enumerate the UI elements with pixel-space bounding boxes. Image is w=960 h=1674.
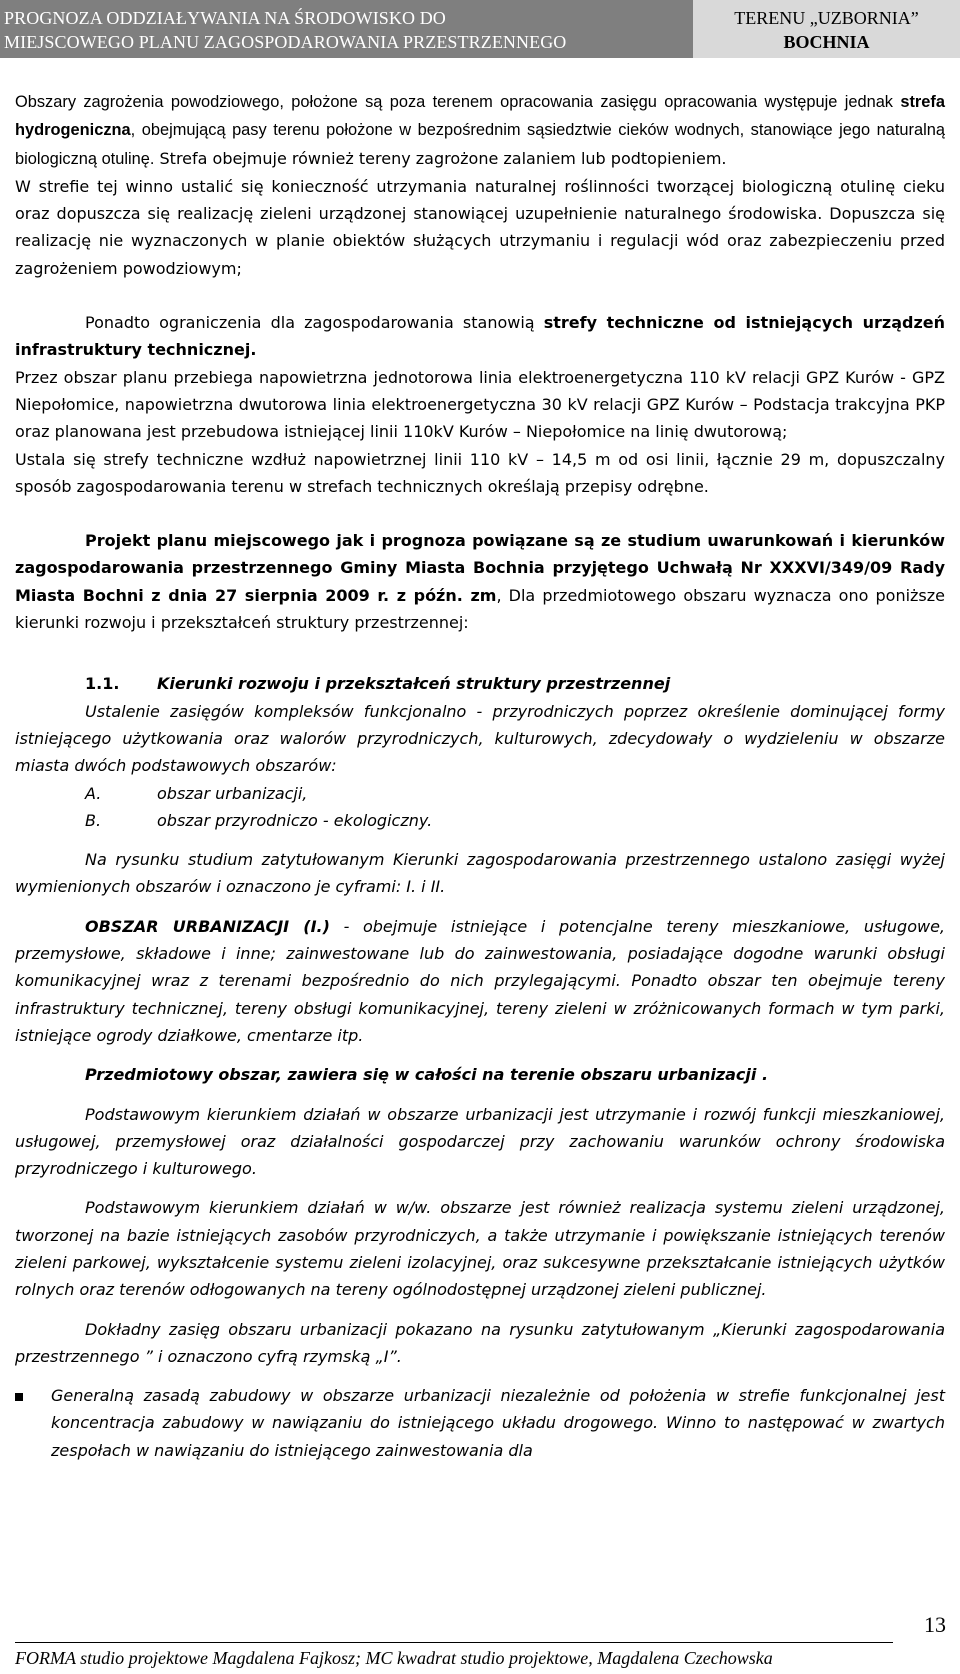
paragraph-text: - obejmuje istniejące i potencjalne tereny mieszkaniowe, usługowe, przemysłowe, składowe i inne; zainwestowane lub do zainwestowania, posiadające dogodne warunki obsługi komunikacyjnej wraz z terenami bezpośrednio do nich przylegającymi. Ponadto obszar ten obejmuje tereny infrastruktury technicznej, tereny obsługi komunikacyjnej, tereny zieleni w zróżnicowanych formach w tym parki, istniejące ogrody działkowe, cmentarze itp. bbox=[15, 916, 945, 1045]
section-title: Kierunki rozwoju i przekształceń struktury przestrzennej bbox=[157, 674, 671, 694]
list-item-text: obszar urbanizacji, bbox=[157, 783, 308, 803]
paragraph-text: Ponadto ograniczenia dla zagospodarowania stanowią bbox=[85, 313, 544, 333]
list-item bbox=[15, 780, 945, 807]
paragraph-subject-area: Przedmiotowy obszar, zawiera się w całości na terenie obszaru urbanizacji . bbox=[85, 1065, 769, 1085]
paragraph-zone-rules: W strefie tej winno ustalić się konieczność utrzymania naturalnej roślinności tworzącej biologiczną otulinę cieku oraz dopuszcza się realizację zieleni urządzonej stanowiącej uzupełnienie naturalnego środowiska. Dopuszcza się realizację nie wyznaczonych w planie obiektów służących utrzymaniu i regulacji wód oraz zabezpieczeniu przed zagrożeniem powodziowym; bbox=[15, 176, 945, 278]
paragraph-study-reference bbox=[15, 527, 945, 636]
footer-authors: FORMA studio projektowe Magdalena Fajkosz; MC kwadrat studio projektowe, Magdalena Czechowska bbox=[15, 1648, 773, 1668]
paragraph-urbanization-extent: Dokładny zasięg obszaru urbanizacji pokazano na rysunku zatytułowanym „Kierunki zagospodarowania przestrzennego ” i oznaczono cyfrą rzymską „I”. bbox=[15, 1319, 945, 1366]
paragraph-flood-zone bbox=[15, 88, 945, 173]
paragraph-text: Obszary zagrożenia powodziowego, położone są poza terenem opracowania zasięgu opracowania występuje jednak bbox=[15, 93, 901, 111]
section-heading bbox=[15, 670, 945, 697]
header-area-line-1: TERENU „UZBORNIA” bbox=[734, 8, 919, 28]
paragraph-power-lines: Przez obszar planu przebiega napowietrzna jednotorowa linia elektroenergetyczna 110 kV relacji GPZ Kurów - GPZ Niepołomice, napowietrzna dwutorowa linia elektroenergetyczna 30 kV relacji GPZ Kurów – Podstacja trakcyjna PKP oraz planowana jest przebudowa istniejącej linii 110kV Kurów – Niepołomice na linię dwutorową; bbox=[15, 367, 945, 442]
paragraph-text: , Dla przedmiotowego obszaru wyznacza ono poniższe kierunki rozwoju i przekształceń struktury przestrzennej: bbox=[15, 585, 946, 633]
bullet-square-icon bbox=[15, 1382, 51, 1464]
header-title-line-1: PROGNOZA ODDZIAŁYWANIA NA ŚRODOWISKO DO bbox=[4, 8, 446, 28]
list-item-letter: A. bbox=[85, 783, 102, 803]
paragraph-greenery-system: Podstawowym kierunkiem działań w w/w. obszarze jest również realizacja systemu zieleni urządzonej, tworzonej na bazie istniejących zasobów przyrodniczych, a także utrzymanie i powiększanie istniejących terenów zieleni parkowej, wykształcenie systemu zieleni izolacyjnej, oraz sukcesywne przekształcanie istniejących użytków rolnych oraz terenów odłogowanych na tereny ogólnodostępnej urządzonej zieleni publicznej. bbox=[15, 1198, 945, 1300]
paragraph-text: Strefa obejmuje również tereny zagrożone zalaniem lub podtopieniem. bbox=[154, 148, 727, 168]
list-item-letter: B. bbox=[85, 810, 102, 830]
list-item-text: obszar przyrodniczo - ekologiczny. bbox=[157, 810, 433, 830]
paragraph-technical-zones bbox=[15, 309, 945, 364]
header-title-line-2: MIEJSCOWEGO PLANU ZAGOSPODAROWANIA PRZESTRZENNEGO bbox=[4, 32, 567, 52]
list-item bbox=[15, 807, 945, 834]
paragraph-main-direction: Podstawowym kierunkiem działań w obszarze urbanizacji jest utrzymanie i rozwój funkcji mieszkaniowej, usługowej, przemysłowej oraz działalności gospodarczej przy zachowaniu warunków ochrony środowiska przyrodniczego i kulturowego. bbox=[15, 1104, 945, 1179]
bullet-text: Generalną zasadą zabudowy w obszarze urbanizacji niezależnie od położenia w strefie funkcjonalnej jest koncentracja zabudowy w nawiązaniu do istniejącego układu drogowego. Winno to następować w zwartych zespołach w nawiązaniu do istniejącego zainwestowania dla bbox=[51, 1386, 945, 1460]
paragraph-urbanization-area bbox=[15, 913, 945, 1049]
paragraph-study-drawing: Na rysunku studium zatytułowanym Kierunki zagospodarowania przestrzennego ustalono zasięgi wyżej wymienionych obszarów i oznaczono je cyframi: I. i II. bbox=[15, 850, 945, 897]
paragraph-zone-width: Ustala się strefy techniczne wzdłuż napowietrznej linii 110 kV – 14,5 m od osi linii, łącznie 29 m, dopuszczalny sposób zagospodarowania terenu w strefach technicznych określają przepisy odrębne. bbox=[15, 449, 945, 496]
document-body bbox=[15, 88, 945, 1464]
paragraph-text: , obejmującą pasy terenu położone w bezpośrednim sąsiedztwie cieków wodnych, stanowiące jego naturalną biologiczną otulinę. bbox=[15, 121, 945, 168]
bullet-item bbox=[15, 1382, 945, 1464]
page-header bbox=[0, 0, 960, 58]
footer-divider bbox=[15, 1642, 893, 1643]
bold-text: strefa hydrogeniczna bbox=[15, 93, 945, 140]
header-area-name bbox=[693, 0, 960, 58]
bold-text: strefy techniczne od istniejących urządzeń infrastruktury technicznej. bbox=[15, 313, 946, 360]
header-document-title bbox=[0, 0, 693, 58]
bold-text: Projekt planu miejscowego jak i prognoza powiązane są ze studium uwarunkowań i kierunków zagospodarowania przestrzennego Gminy Miasta Bochnia przyjętego Uchwałą Nr XXXVI/349/09 Rady Miasta Bochni z dnia 27 sierpnia 2009 r. z późn. zm bbox=[15, 531, 945, 605]
bold-text: OBSZAR URBANIZACJI (I.) bbox=[85, 916, 330, 936]
section-number: 1.1. bbox=[85, 674, 120, 694]
header-area-line-2: BOCHNIA bbox=[783, 32, 870, 52]
page-number: 13 bbox=[924, 1612, 946, 1637]
paragraph-functional-areas: Ustalenie zasięgów kompleksów funkcjonalno - przyrodniczych poprzez określenie dominującej formy istniejącego użytkowania oraz walorów przyrodniczych, kulturowych, zdecydowały o wydzieleniu w obszarze miasta dwóch podstawowych obszarów: bbox=[15, 701, 945, 776]
